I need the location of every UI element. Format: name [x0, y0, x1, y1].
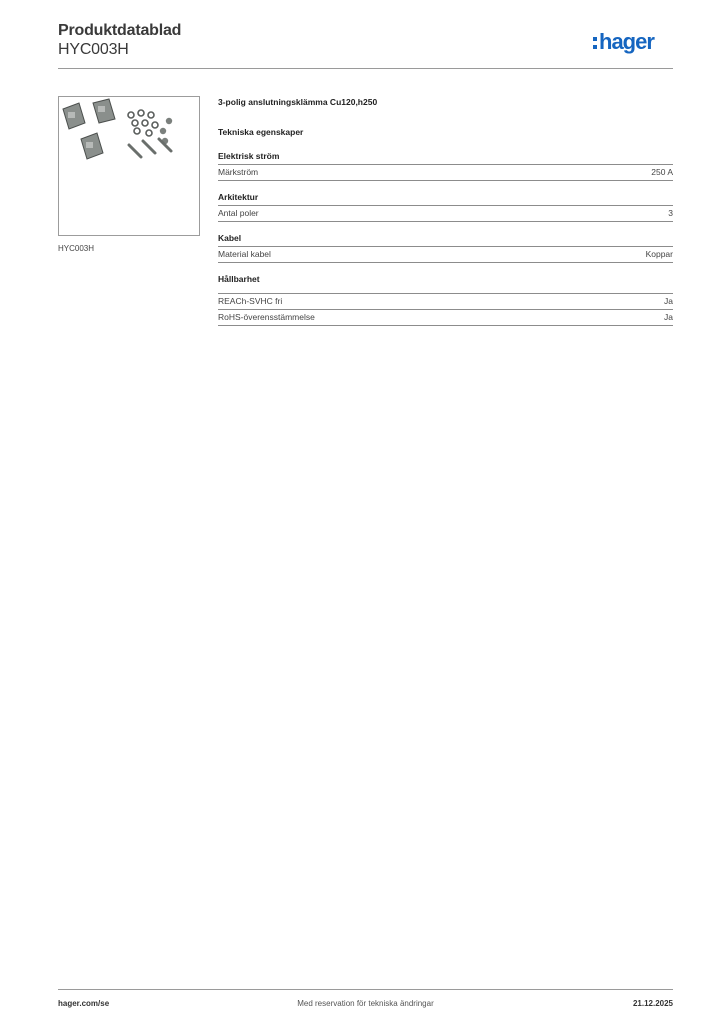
- document-title: Produktdatablad: [58, 22, 182, 39]
- spec-label: Märkström: [218, 167, 259, 177]
- footer-date: 21.12.2025: [632, 999, 673, 1008]
- spec-row: [218, 246, 673, 263]
- group-title-architecture: Arkitektur: [218, 192, 259, 202]
- footer-divider: [58, 989, 673, 990]
- svg-text:hager: hager: [599, 29, 654, 54]
- spec-value: 3: [668, 208, 673, 218]
- product-description: 3-polig anslutningsklämma Cu120,h250: [218, 97, 378, 107]
- spec-label: Antal poler: [218, 208, 259, 218]
- spec-row: [218, 293, 673, 309]
- spec-row: [218, 164, 673, 181]
- group-title-electrical: Elektrisk ström: [218, 151, 280, 161]
- group-title-cable: Kabel: [218, 233, 242, 243]
- header-divider: [58, 68, 673, 69]
- product-details: [218, 96, 673, 326]
- section-title: Tekniska egenskaper: [218, 127, 304, 137]
- spec-label: RoHS-överensstämmelse: [218, 312, 315, 322]
- group-title-sustainability: Hållbarhet: [218, 274, 260, 284]
- spec-row: [218, 309, 673, 326]
- spec-label: REACh-SVHC fri: [218, 296, 283, 306]
- group-sustainability: [218, 293, 673, 326]
- product-code: HYC003H: [58, 41, 129, 58]
- group-electrical: [218, 164, 673, 181]
- spec-label: Material kabel: [218, 249, 271, 259]
- spec-value: Koppar: [645, 249, 673, 259]
- group-architecture: [218, 205, 673, 222]
- product-image: [58, 96, 200, 236]
- spec-row: [218, 205, 673, 222]
- hager-logo: [592, 26, 674, 56]
- spec-value: Ja: [664, 312, 673, 322]
- spec-value: Ja: [664, 296, 673, 306]
- footer-website-link[interactable]: hager.com/se: [58, 999, 110, 1008]
- group-cable: [218, 246, 673, 263]
- terminal-clamps-illustration: [59, 97, 199, 235]
- document-header: [58, 21, 181, 59]
- page-footer: [58, 999, 673, 1011]
- image-caption: HYC003H: [58, 244, 95, 253]
- spec-value: 250 A: [651, 167, 673, 177]
- footer-disclaimer: Med reservation för tekniska ändringar: [297, 999, 434, 1008]
